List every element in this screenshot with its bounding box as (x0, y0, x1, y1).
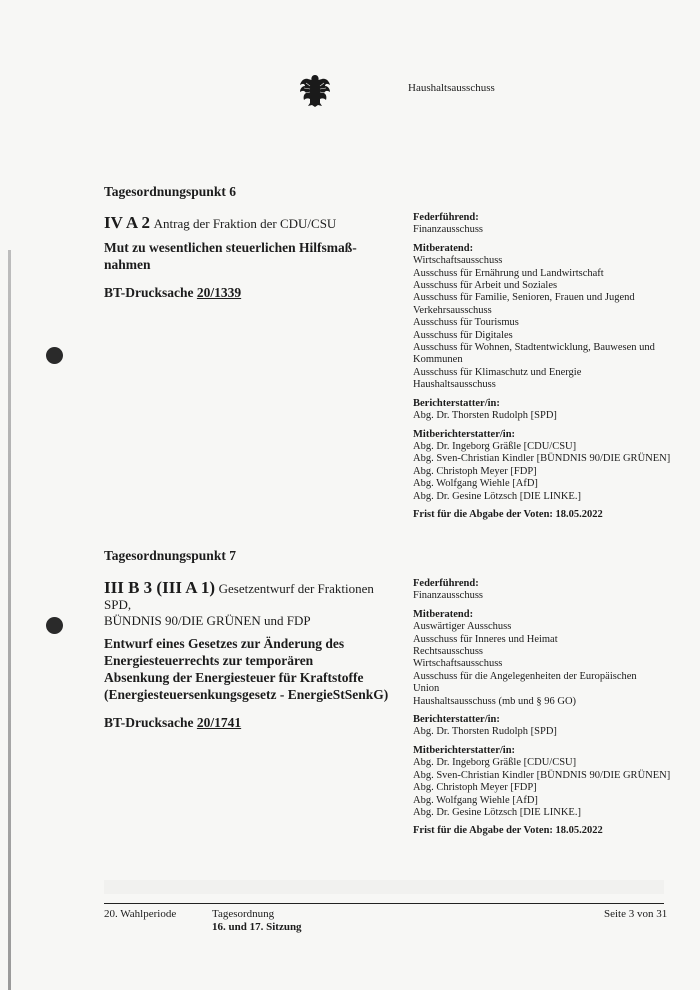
corapporteur: Abg. Christoph Meyer [FDP] (413, 465, 537, 477)
co-committee: Ausschuss für Arbeit und Soziales (413, 280, 558, 292)
corapporteur: Abg. Dr. Gesine Lötzsch [DIE LINKE.] (413, 490, 581, 502)
footer-sessions: 16. und 17. Sitzung (212, 921, 302, 933)
footer-divider (104, 903, 664, 904)
corapporteur: Abg. Christoph Meyer [FDP] (413, 782, 537, 794)
scan-artifact (104, 880, 664, 894)
rapporteur: Abg. Dr. Thorsten Rudolph [SPD] (413, 410, 557, 422)
agenda-item-label: Tagesordnungspunkt 7 (104, 548, 236, 563)
co-committee: Rechtsausschuss (413, 646, 483, 658)
agenda-item-left (104, 213, 404, 301)
co-committee: Ausschuss für Wohnen, Stadtentwicklung, Bauwesen und (413, 342, 655, 354)
drucksache (104, 285, 404, 301)
corapporteur: Abg. Dr. Gesine Lötzsch [DIE LINKE.] (413, 806, 581, 818)
lead-committee: Finanzausschuss (413, 224, 483, 236)
vote-deadline: Frist für die Abgabe der Voten: 18.05.2022 (413, 508, 603, 520)
co-committee: Wirtschaftsausschuss (413, 658, 503, 670)
drucksache-label: BT-Drucksache (104, 285, 194, 300)
corapporteur: Abg. Sven-Christian Kindler [BÜNDNIS 90/DIE GRÜNEN] (413, 769, 671, 781)
footer-agenda-label: Tagesordnung (212, 908, 275, 920)
reference-description: Antrag der Fraktion der CDU/CSU (153, 216, 337, 231)
co-committee: Auswärtiger Ausschuss (413, 621, 512, 633)
subject-line: nahmen (104, 257, 151, 272)
lead-label: Federführend: (413, 578, 479, 589)
co-label: Mitberatend: (413, 608, 474, 620)
co-committee: Haushaltsausschuss (mb und § 96 GO) (413, 695, 577, 707)
corapporteur-label: Mitberichterstatter/in: (413, 744, 516, 756)
agenda-item-label: Tagesordnungspunkt 6 (104, 184, 236, 199)
co-label: Mitberatend: (413, 242, 474, 254)
committee-assignments (413, 578, 683, 838)
punch-hole (46, 347, 63, 364)
lead-committee: Finanzausschuss (413, 590, 483, 602)
co-committee: Ausschuss für Klimaschutz und Energie (413, 366, 582, 378)
corapporteur: Abg. Wolfgang Wiehle [AfD] (413, 478, 538, 490)
corapporteur: Abg. Dr. Ingeborg Gräßle [CDU/CSU] (413, 440, 577, 452)
item-subject (104, 635, 404, 703)
drucksache-label: BT-Drucksache (104, 715, 194, 730)
drucksache-number: 20/1339 (196, 285, 242, 300)
item-reference (104, 213, 404, 233)
reference-description: Gesetzentwurf der Fraktionen SPD, (104, 581, 374, 612)
subject-line: Entwurf eines Gesetzes zur Änderung des (104, 636, 345, 651)
lead-label: Federführend: (413, 212, 479, 223)
reference-code: III B 3 (III A 1) (104, 578, 216, 597)
punch-hole (46, 617, 63, 634)
co-committee: Ausschuss für Digitales (413, 329, 513, 341)
corapporteur: Abg. Dr. Ingeborg Gräßle [CDU/CSU] (413, 757, 577, 769)
agenda-item-left (104, 580, 404, 731)
drucksache-number: 20/1741 (196, 715, 242, 730)
reference-description: BÜNDNIS 90/DIE GRÜNEN und FDP (104, 613, 311, 628)
item-reference (104, 580, 404, 629)
drucksache (104, 715, 404, 731)
co-committee: Verkehrsausschuss (413, 304, 492, 316)
committee-header: Haushaltsausschuss (408, 82, 495, 94)
corapporteur: Abg. Wolfgang Wiehle [AfD] (413, 794, 538, 806)
vote-deadline: Frist für die Abgabe der Voten: 18.05.2022 (413, 825, 603, 837)
rapporteur-label: Berichterstatter/in: (413, 397, 500, 409)
page-number: Seite 3 von 31 (604, 908, 668, 920)
footer-agenda (212, 908, 302, 934)
rapporteur-label: Berichterstatter/in: (413, 714, 500, 726)
co-committee: Haushaltsausschuss (413, 379, 496, 391)
subject-line: Absenkung der Energiesteuer für Kraftstoffe (104, 670, 364, 685)
co-committee: Ausschuss für Tourismus (413, 317, 519, 329)
subject-line: Mut zu wesentlichen steuerlichen Hilfsmaß- (104, 240, 357, 255)
co-committee: Union (413, 683, 440, 695)
scan-edge (8, 250, 11, 990)
co-committee: Ausschuss für Familie, Senioren, Frauen und Jugend (413, 292, 635, 304)
subject-line: Energiesteuerrechts zur temporären (104, 653, 314, 668)
co-committee: Ausschuss für Inneres und Heimat (413, 633, 558, 645)
bundestag-eagle-icon (297, 72, 333, 108)
co-committee: Kommunen (413, 354, 463, 366)
rapporteur: Abg. Dr. Thorsten Rudolph [SPD] (413, 726, 557, 738)
co-committee: Ausschuss für Ernährung und Landwirtschaft (413, 267, 604, 279)
corapporteur: Abg. Sven-Christian Kindler [BÜNDNIS 90/DIE GRÜNEN] (413, 453, 671, 465)
subject-line: (Energiesteuersenkungsgesetz - EnergieStSenkG) (104, 687, 389, 702)
co-committee: Ausschuss für die Angelegenheiten der Europäischen (413, 670, 637, 682)
corapporteur-label: Mitberichterstatter/in: (413, 428, 516, 440)
item-subject (104, 239, 404, 273)
reference-code: IV A 2 (104, 213, 150, 232)
co-committee: Wirtschaftsausschuss (413, 255, 503, 267)
committee-assignments (413, 212, 683, 521)
footer-period: 20. Wahlperiode (104, 908, 177, 920)
